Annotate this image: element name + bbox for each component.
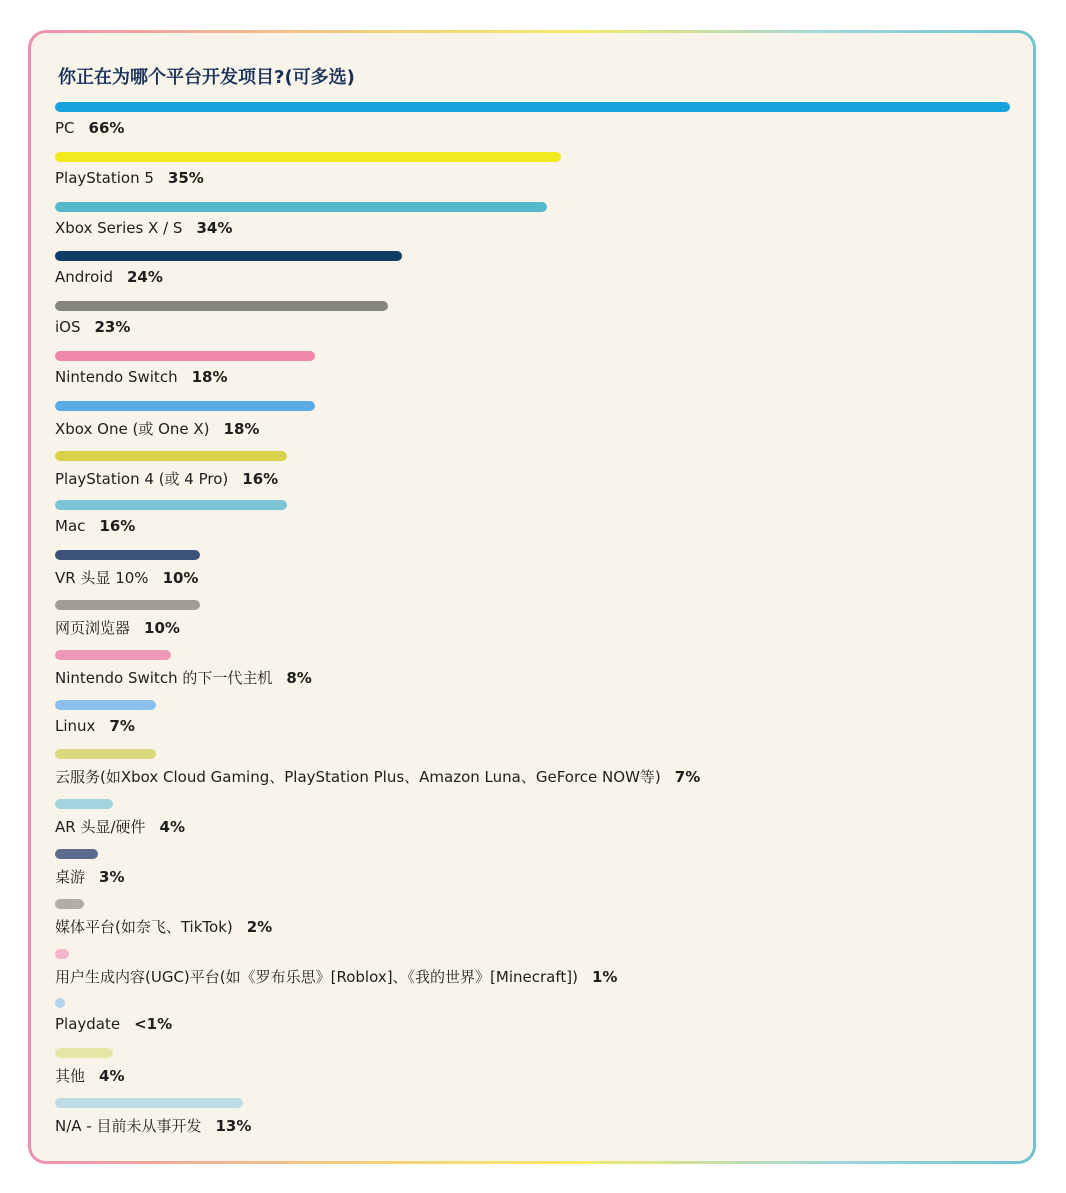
bar-label [55,169,204,187]
value-label: 7% [674,768,701,787]
category-label: 桌游 [55,868,86,886]
value-label: 7% [109,716,135,735]
value-label: 1% [591,967,618,986]
value-label: 10% [162,569,199,588]
value-label: 24% [127,268,163,287]
value-label: 66% [88,119,125,137]
bar-row [31,102,1033,148]
bar [55,1098,243,1108]
bar-row [31,301,1033,347]
bar [55,949,69,959]
bar [55,301,388,311]
bar-row [31,998,1033,1044]
bar-label [55,916,272,937]
bar-row [31,650,1033,696]
bar [55,899,84,909]
value-label: <1% [134,1015,173,1034]
value-label: 16% [242,469,279,488]
bar [55,351,315,361]
category-label: iOS [55,318,81,337]
bar-label [55,667,312,688]
bar [55,650,171,660]
category-label: 媒体平台(如奈飞、TikTok) [55,917,233,936]
bar-row [31,749,1033,795]
bar-label [55,866,124,887]
value-label: 18% [191,368,228,386]
value-label: 23% [94,318,131,337]
bar-row [31,550,1033,596]
bar-label [55,468,278,489]
chart-title: 你正在为哪个平台开发项目?(可多选) [58,67,355,88]
chart-panel [31,33,1033,1161]
bar [55,749,156,759]
value-label: 16% [99,517,136,536]
chart-frame [28,30,1036,1164]
value-label: 8% [286,668,312,687]
bar [55,251,402,261]
bar-label [55,567,198,588]
value-label: 4% [99,1067,125,1086]
bar-row [31,600,1033,646]
bar-row [31,799,1033,845]
category-label: Xbox Series X / S [55,218,183,237]
value-label: 34% [196,218,233,237]
bar [55,102,1010,112]
category-label: 云服务(如Xbox Cloud Gaming、PlayStation Plus、Amazon Luna、GeForce NOW等) [55,768,661,787]
bar-row [31,700,1033,746]
bar [55,700,156,710]
bar-row [31,152,1033,198]
bar [55,500,287,510]
bar-label [55,219,232,237]
bar-row [31,949,1033,995]
bar [55,202,547,212]
value-label: 35% [167,168,204,187]
bar [55,998,65,1008]
category-label: PlayStation 4 (或 4 Pro) [55,469,229,488]
category-label: Nintendo Switch [55,368,178,386]
category-label: Mac [55,517,86,536]
value-label: 10% [144,619,180,637]
bar [55,799,113,809]
bar [55,451,287,461]
bar-label [55,318,130,336]
category-label: Linux [55,716,96,735]
bar-label [55,816,185,837]
bar-label [55,766,700,787]
category-label: 其他 [55,1067,86,1086]
bar-label [55,119,124,137]
category-label: N/A - 目前未从事开发 [55,1117,202,1135]
bar [55,550,200,560]
value-label: 18% [223,419,260,438]
bar-label [55,617,180,638]
category-label: Nintendo Switch 的下一代主机 [55,668,273,687]
category-label: 用户生成内容(UGC)平台(如《罗布乐思》[Roblox]、《我的世界》[Minecraft]) [55,967,578,986]
bar-row [31,849,1033,895]
category-label: VR 头显 10% [55,569,149,588]
value-label: 13% [215,1117,252,1135]
value-label: 4% [159,818,185,837]
bar-label [55,268,163,286]
bar-list [31,33,1033,1161]
bar-row [31,202,1033,248]
bar [55,600,200,610]
bar [55,401,315,411]
bar-label [55,1115,251,1136]
bar-label [55,368,227,386]
bar-row [31,251,1033,297]
bar-label [55,1065,124,1086]
bar-row [31,351,1033,397]
category-label: 网页浏览器 [55,619,131,637]
bar-label [55,717,135,735]
bar-label [55,517,135,535]
category-label: PC [55,119,75,137]
bar [55,849,98,859]
value-label: 3% [99,868,125,886]
category-label: Playdate [55,1015,121,1034]
bar-row [31,1098,1033,1144]
bar-label [55,966,617,987]
category-label: PlayStation 5 [55,168,154,187]
category-label: Android [55,268,113,287]
bar-row [31,401,1033,447]
bar-row [31,500,1033,546]
bar-row [31,1048,1033,1094]
bar [55,152,561,162]
category-label: Xbox One (或 One X) [55,419,210,438]
bar-row [31,451,1033,497]
bar [55,1048,113,1058]
bar-row [31,899,1033,945]
bar-label [55,418,259,439]
bar-label [55,1015,172,1033]
category-label: AR 头显/硬件 [55,818,146,837]
value-label: 2% [246,917,273,936]
